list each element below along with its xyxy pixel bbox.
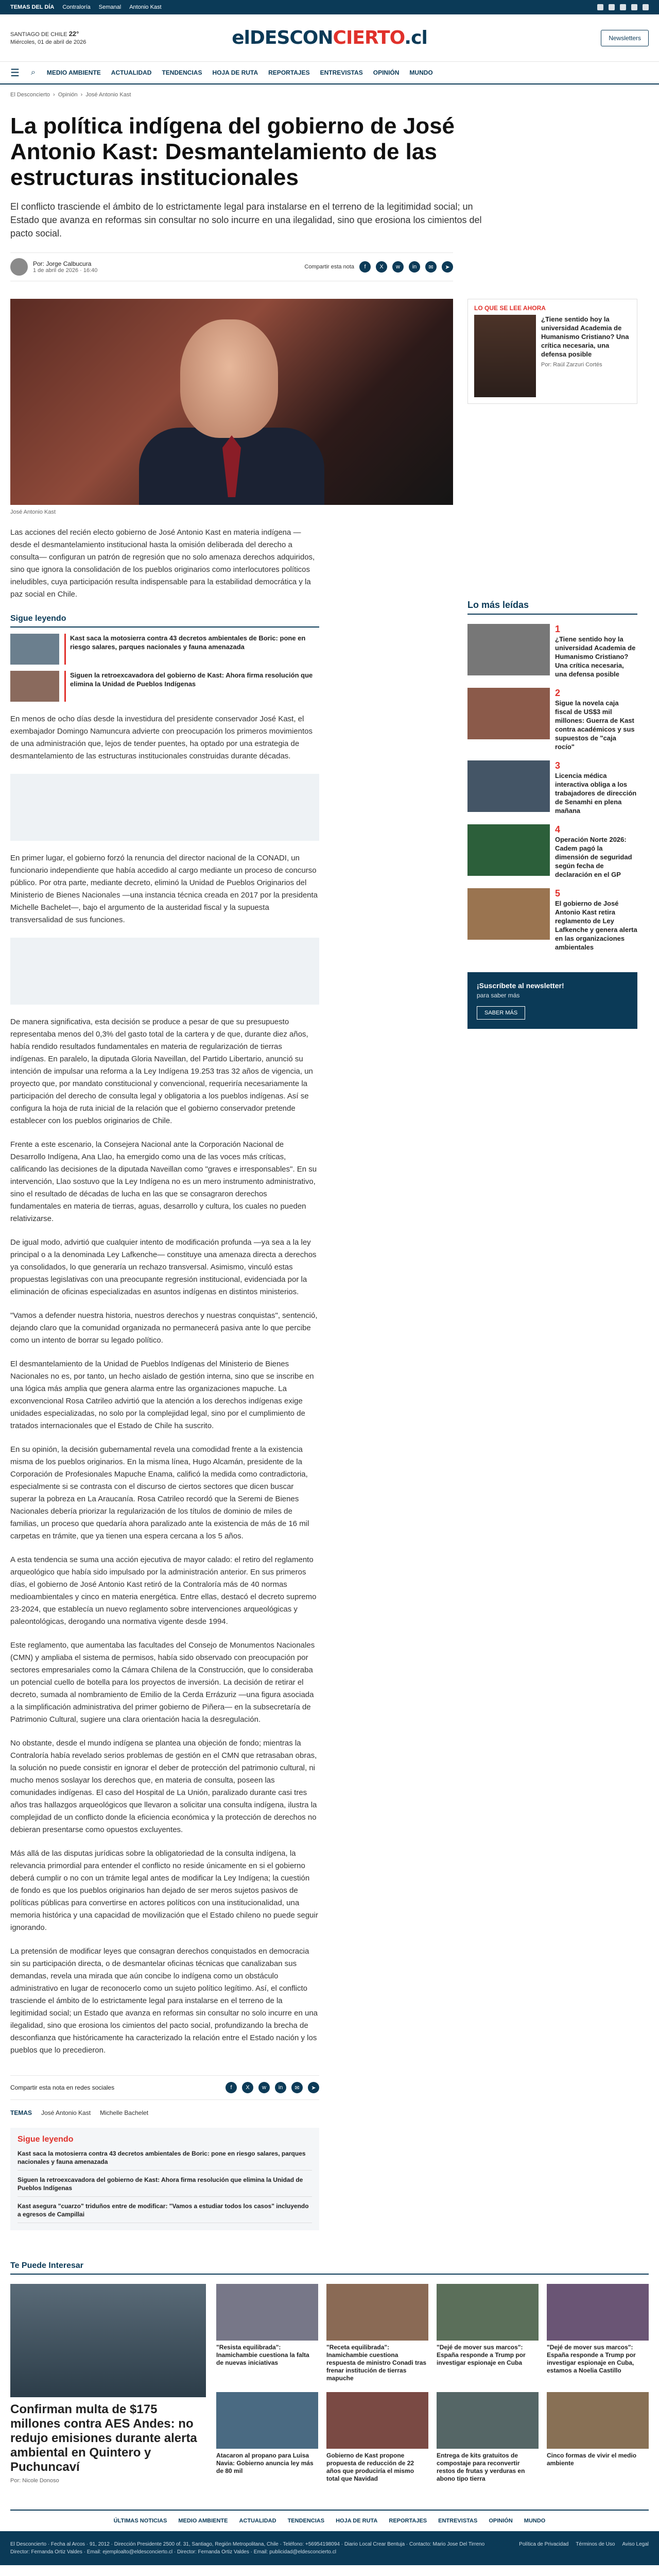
breadcrumb-item[interactable]: José Antonio Kast — [85, 92, 131, 98]
paragraph: El desmantelamiento de la Unidad de Pueblos Indígenas del Ministerio de Bienes Nacionales no es, por tanto, un hecho aislado de gestión interna, sino que se inscribe en una lógica más amplia que genera alarma entre las organizaciones mapuche. La exconvencional Rosa Catrileo advirtió que la atención a los derechos indígenas exige unidades especializadas, no solo por la complejidad legal, sino por el cumplimiento de tratados internacionales que el Estado de Chile ha suscrito. — [10, 1360, 314, 1430]
footer-link[interactable]: Términos de Uso — [576, 2541, 615, 2547]
article-title: La política indígena del gobierno de José Antonio Kast: Desmantelamiento de las estructuras institucionales — [10, 113, 455, 190]
sidebar-feature[interactable] — [468, 315, 637, 403]
footer-nav-item[interactable]: MUNDO — [524, 2518, 546, 2524]
sidebar-feature-author: Por: Raúl Zarzuri Cortés — [541, 362, 602, 368]
site-logo[interactable]: elDESCONCIERTO.cl — [232, 27, 427, 48]
nav-menu — [47, 69, 433, 76]
facebook-icon[interactable]: f — [226, 2082, 237, 2093]
nav-item[interactable]: MUNDO — [409, 69, 433, 76]
mas-leidas-thumb — [467, 624, 550, 675]
paragraph: No obstante, desde el mundo indígena se plantea una objeción de fondo; mientras la Contraloría había revelado serios problemas de gestión en el CMN que retrasaban obras, la solución no puede consistir en ignorar el deber de protección del patrimonio cultural, ni mucho menos soslayar los derechos que, en materia de consulta, poseen las comunidades indígenas. El caso del Hospital de La Unión, paralizado durante casi tres años tras hallazgos arqueológicos que llevaron a solicitar una consulta indígena, ilustra la complejidad de un conflicto donde la eficiencia económica y la protección de derechos no debieran presentarse como opuestos excluyentes. — [10, 1739, 317, 1834]
share-top — [304, 261, 453, 273]
paragraph: De manera significativa, esta decisión se produce a pesar de que su presupuesto representaba menos del 0,3% del gasto total de la cartera y de que, durante diez años, había rendido resultados fundamentales en materia de regularización de tierras indígenas. En paralelo, la diputada Gloria Naveillan, del Partido Libertario, anunció su intención de impulsar una reforma a la Ley Indígena 19.253 tras 32 años de vigencia, un proyecto que, por mandato constitucional y convencional, requeriría necesariamente la participación del derecho de consulta legal y obligatoria a los pueblos indígenas. Así se configura la hoja de ruta inicial de la relación que el gobierno conservador pretende establecer con los pueblos originarios de Chile. — [10, 1018, 313, 1125]
story-card-title[interactable]: Gobierno de Kast propone propuesta de reducción de 22 años que produciría el mismo total que Navidad — [326, 2451, 414, 2482]
story-card[interactable] — [437, 2284, 539, 2384]
sidebar-feature-title[interactable]: ¿Tiene sentido hoy la universidad Academia de Humanismo Cristiano? Una crítica necesaria, una defensa posible — [541, 315, 629, 358]
story-card-title[interactable]: "Resista equilibrada": Inamichambie cuestiona la falta de nuevas iniciativas — [216, 2344, 309, 2366]
nav-item[interactable]: ACTUALIDAD — [111, 69, 152, 76]
mas-leidas-thumb — [467, 688, 550, 739]
footer-link[interactable]: Aviso Legal — [622, 2541, 649, 2547]
sigue-leyendo — [10, 614, 319, 702]
story-card[interactable] — [326, 2392, 428, 2484]
newsletter-button[interactable]: SABER MÁS — [477, 1006, 525, 1020]
header — [0, 14, 659, 62]
story-card-image — [547, 2284, 649, 2341]
rank-number: 2 — [555, 688, 561, 698]
related-thumb — [10, 671, 59, 702]
top-link[interactable]: Antonio Kast — [129, 4, 162, 10]
card-grid — [216, 2284, 649, 2484]
linkedin-icon[interactable] — [643, 4, 649, 10]
linkedin-icon[interactable]: in — [409, 261, 420, 273]
nav-item[interactable]: TENDENCIAS — [162, 69, 202, 76]
footer-nav-item[interactable]: ENTREVISTAS — [438, 2518, 478, 2524]
footer-nav-item[interactable]: ACTUALIDAD — [239, 2518, 276, 2524]
mas-leidas-item[interactable] — [467, 760, 637, 815]
related-item[interactable] — [10, 634, 319, 665]
paragraph: A esta tendencia se suma una acción ejecutiva de mayor calado: el retiro del reglamento arqueológico que había sido impulsado por la administración anterior. En sus primeros días, el gobierno de José Antonio Kast retiró de la Contraloría más de 40 normas medioambientales y cinco en materia energética. Entre ellas, destacó el decreto supremo 23-2024, que establecía un nuevo reglamento sobre intervenciones arqueológicas y paleontológicas, derogando una normativa vigente desde 1994. — [10, 1555, 317, 1626]
footer-nav-item[interactable]: ÚLTIMAS NOTICIAS — [113, 2518, 167, 2524]
mas-leidas-thumb — [467, 760, 550, 812]
facebook-icon[interactable]: f — [359, 261, 371, 273]
story-card-title[interactable]: Entrega de kits gratuitos de compostaje para reconvertir restos de frutas y verduras en abono tipo tierra — [437, 2451, 525, 2482]
nav-item[interactable]: REPORTAJES — [268, 69, 310, 76]
whatsapp-icon[interactable]: w — [392, 261, 404, 273]
story-card-title[interactable]: "Dejé de mover sus marcos": España responde a Trump por investigar espionaje en Cuba — [437, 2344, 526, 2366]
nav-item[interactable]: HOJA DE RUTA — [212, 69, 258, 76]
rank-number: 3 — [555, 760, 561, 771]
mas-leidas-thumb — [467, 888, 550, 940]
newsletter-title: ¡Suscríbete al newsletter! — [477, 981, 564, 990]
story-card[interactable] — [216, 2284, 318, 2384]
footer-nav-item[interactable]: HOJA DE RUTA — [336, 2518, 378, 2524]
x-icon[interactable]: X — [242, 2082, 253, 2093]
newsletters-button[interactable]: Newsletters — [601, 30, 649, 46]
mas-leidas-link[interactable]: Operación Norte 2026: Cadem pagó la dimensión de seguridad según fecha de declaración en el GP — [555, 836, 632, 878]
tema-tag[interactable]: José Antonio Kast — [41, 2109, 91, 2116]
footer-nav — [10, 2510, 649, 2531]
publish-date: 1 de abril de 2026 · 16:40 — [33, 267, 98, 274]
te-puede-interesar-title: Te Puede Interesar — [10, 2261, 649, 2275]
related-link[interactable]: Siguen la retroexcavadora del gobierno de Kast: Ahora firma resolución que elimina la Unidad de Pueblos Indígenas — [18, 2176, 312, 2197]
lo-que-se-lee — [467, 299, 637, 404]
instagram-icon[interactable] — [620, 4, 626, 10]
newsletter-box — [467, 972, 637, 1029]
top-bar — [0, 0, 659, 14]
footer-info: El Desconcierto · Fecha al Arcos · 91, 2012 · Dirección Presidente 2500 of. 31, Santiago, Región Metropolitana, Chile · Teléfono: +56954198094 · Diario Local Crear Bentuja · Contacto: Mario Jose Del Tirreno — [10, 2541, 485, 2547]
top-link[interactable]: Contraloría — [62, 4, 91, 10]
tema-tag[interactable]: Michelle Bachelet — [100, 2109, 149, 2116]
rank-number: 4 — [555, 824, 561, 835]
mas-leidas-item[interactable] — [467, 888, 637, 952]
story-card-title[interactable]: Cinco formas de vivir el medio ambiente — [547, 2451, 637, 2467]
related-link[interactable]: Kast saca la motosierra contra 43 decretos ambientales de Boric: pone en riesgo salares, parques nacionales y fauna amenazada — [18, 2149, 312, 2171]
footer-nav-item[interactable]: REPORTAJES — [389, 2518, 427, 2524]
weather-widget — [10, 30, 86, 46]
story-card-title[interactable]: Atacaron al propano para Luisa Navia: Gobierno anuncia ley más de 80 mil — [216, 2451, 314, 2475]
paragraph: En menos de ocho días desde la investidura del presidente conservador José Kast, el exembajador Domingo Namuncura advierte con preocupación los primeros movimientos de una administración que, lejos de tender puentes, ha optado por una estrategia de desmantelamiento de las estructuras institucionales construidas durante décadas. — [10, 715, 313, 760]
footer-nav-item[interactable]: TENDENCIAS — [287, 2518, 325, 2524]
featured-card-image — [10, 2284, 206, 2397]
hamburger-icon[interactable]: ☰ — [10, 67, 20, 79]
breadcrumb-item[interactable]: Opinión — [58, 92, 78, 98]
mas-leidas-link[interactable]: ¿Tiene sentido hoy la universidad Academia de Humanismo Cristiano? Una crítica necesaria, una defensa posible — [555, 635, 636, 678]
paragraph: En primer lugar, el gobierno forzó la renuncia del director nacional de la CONADI, un funcionario independiente que había accedido al cargo mediante un proceso de concurso público. Por otra parte, mediante decreto, eliminó la Unidad de Pueblos Originarios del Ministerio de Bienes Nacionales —una instancia técnica creada en 2017 por la presidenta Michelle Bachelet—, bajo el argumento de la austeridad fiscal y la supuesta transversalidad de sus funciones. — [10, 854, 318, 924]
share-bottom-label: Compartir esta nota en redes sociales — [10, 2084, 115, 2091]
weather-temp: 22° — [68, 29, 79, 38]
sidebar — [467, 299, 637, 2230]
paragraph: Más allá de las disputas jurídicas sobre la obligatoriedad de la consulta indígena, la relevancia primordial para entender el conflicto no reside únicamente en si el gobierno deberá cumplir o no con un trámite legal antes de modificar la Ley Indígena; la cuestión de fondo es que los pueblos originarios han dejado de ser meros sujetos pasivos de políticas públicas para convertirse en actores políticos con una institucionalidad, una memoria histórica y una capacidad de movilización que el Estado chileno no puede seguir ignorando. — [10, 1849, 318, 1932]
mas-leidas-item[interactable] — [467, 624, 637, 679]
story-card-image — [437, 2284, 539, 2341]
sigue-leyendo-title: Sigue leyendo — [10, 614, 319, 628]
mas-leidas-item[interactable] — [467, 824, 637, 879]
mas-leidas — [467, 600, 637, 952]
related-item[interactable] — [10, 671, 319, 702]
story-card[interactable] — [216, 2392, 318, 2484]
sigue-leyendo-bottom — [10, 2128, 319, 2230]
related-title[interactable]: Siguen la retroexcavadora del gobierno de Kast: Ahora firma resolución que elimina la Unidad de Pueblos Indígenas — [64, 671, 319, 702]
top-link[interactable]: Semanal — [98, 4, 122, 10]
temas — [10, 2109, 453, 2116]
top-links — [10, 4, 162, 10]
nav-item[interactable]: MEDIO AMBIENTE — [46, 69, 101, 76]
social-icons — [597, 4, 649, 10]
share-bottom — [10, 2075, 319, 2100]
rank-number: 5 — [555, 888, 561, 899]
author-name[interactable]: Por: Jorge Calbucura — [33, 260, 92, 267]
story-card-image — [437, 2392, 539, 2449]
inline-ad — [10, 938, 319, 1005]
story-card[interactable] — [326, 2284, 428, 2384]
main-nav — [0, 62, 659, 84]
article-body — [10, 527, 453, 2057]
youtube-icon[interactable] — [631, 4, 637, 10]
byline — [33, 260, 97, 274]
story-card[interactable] — [547, 2392, 649, 2484]
story-card-image — [326, 2392, 428, 2449]
rank-number: 1 — [555, 624, 561, 634]
share-label: Compartir esta nota — [304, 264, 354, 270]
paragraph: Las acciones del recién electo gobierno de José Antonio Kast en materia indígena —desde el desmantelamiento institucional hasta la omisión deliberada del derecho a consulta— configuran un patrón de regresión que no solo amenaza derechos adquiridos, sino que ignora la consolidación de los pueblos originarios como interlocutores políticos ineludibles, cuya participación resulta indispensable para la estabilidad democrática y la paz social en Chile. — [10, 528, 315, 599]
nav-item[interactable]: ENTREVISTAS — [320, 69, 363, 76]
x-icon[interactable] — [609, 4, 615, 10]
footer-nav-item[interactable]: MEDIO AMBIENTE — [178, 2518, 228, 2524]
article-lead: El conflicto trasciende el ámbito de lo estrictamente legal para instalarse en el terreno de la legitimidad social; un Estado que avanza en reformas sin consultar no solo incurre en una ilegalidad, sino que erosiona los cimientos del pacto social. — [10, 201, 482, 239]
sigue-leyendo-bottom-title: Sigue leyendo — [18, 2135, 74, 2144]
weather-date: Miércoles, 01 de abril de 2026 — [10, 39, 86, 45]
telegram-icon[interactable]: ➤ — [442, 261, 453, 273]
weather-city: SANTIAGO DE CHILE — [10, 31, 67, 38]
main-column — [10, 299, 453, 2230]
story-card-image — [547, 2392, 649, 2449]
story-card-title[interactable]: "Dejé de mover sus marcos": España responde a Trump por investigar espionaje en Cuba, estamos a Noelia Castillo — [547, 2344, 636, 2374]
linkedin-icon[interactable]: in — [275, 2082, 286, 2093]
related-link[interactable]: Kast asegura "cuarzo" triduños entre de modificar: "Vamos a estudiar todos los casos" incluyendo a egresos de Campillai — [18, 2202, 312, 2223]
x-icon[interactable]: X — [376, 261, 387, 273]
byline-bar — [10, 252, 453, 281]
breadcrumb-item[interactable]: El Desconcierto — [10, 92, 50, 98]
newsletter-subtitle: para saber más — [477, 992, 520, 999]
whatsapp-icon[interactable]: w — [258, 2082, 270, 2093]
story-card-image — [216, 2284, 318, 2341]
hero-caption: José Antonio Kast — [10, 509, 56, 515]
featured-card-title[interactable]: Confirman multa de $175 millones contra AES Andes: no redujo emisiones durante alerta ambiental en Quintero y Puchuncaví — [10, 2402, 197, 2474]
mas-leidas-item[interactable] — [467, 688, 637, 751]
paragraph: Este reglamento, que aumentaba las facultades del Consejo de Monumentos Nacionales (CMN) y ampliaba el sistema de permisos, había sido observado con preocupación por sectores empresariales como la Cámara Chilena de la Construcción, que lo consideraba un potencial cuello de botella para los proyectos de inversión. La decisión de retirar el decreto, sumada al nombramiento de Emilio de la Cerda Errázuriz —una figura asociada a la simplificación administrativa del primer gobierno de Piñera— en la subsecretaría de Patrimonio Cultural, sugiere una clara orientación hacia la desregulación. — [10, 1641, 315, 1724]
sidebar-header: LO QUE SE LEE AHORA — [474, 304, 546, 312]
story-card-image — [326, 2284, 428, 2341]
breadcrumb: El Desconcierto › Opinión › José Antonio Kast — [10, 92, 131, 98]
footer-nav-item[interactable]: OPINIÓN — [489, 2518, 513, 2524]
inline-ad — [10, 774, 319, 841]
story-card[interactable] — [437, 2392, 539, 2484]
facebook-icon[interactable] — [597, 4, 603, 10]
top-link[interactable]: TEMAS DEL DÍA — [10, 4, 55, 10]
search-icon[interactable]: ⌕ — [30, 68, 36, 77]
mas-leidas-thumb — [467, 824, 550, 876]
paragraph: De igual modo, advirtió que cualquier intento de modificación profunda —ya sea a la ley principal o a la denominada Ley Lafkenche— constituye una amenaza directa a derechos ya consolidados, lo que generaría un rechazo transversal. Asimismo, vinculó estas propuestas legislativas con una preocupante regresión institucional, evidenciada por la eliminación de oficinas especializadas en asuntos indígenas en distintos ministerios. — [10, 1238, 317, 1296]
email-icon[interactable]: ✉ — [425, 261, 437, 273]
story-card-title[interactable]: "Receta equilibrada": Inamichambie cuestiona respuesta de ministro Conadi tras frenar institución de tierras mapuche — [326, 2344, 427, 2382]
featured-card-author: Por: Nicole Donoso — [10, 2478, 59, 2484]
story-card-image — [216, 2392, 318, 2449]
related-title[interactable]: Kast saca la motosierra contra 43 decretos ambientales de Boric: pone en riesgo salares, parques nacionales y fauna amenazada — [64, 634, 319, 665]
author-avatar — [10, 258, 28, 276]
mas-leidas-title: Lo más leídas — [467, 600, 637, 615]
paragraph: En su opinión, la decisión gubernamental revela una comodidad frente a la existencia misma de los pueblos originarios. En la misma línea, Hugo Alcamán, presidente de la Corporación de Profesionales Mapuche Enama, calificó la medida como contradictoria, especialmente si se contrasta con el discurso de ciertos sectores que dicen buscar superar la pobreza en La Araucanía. Rosa Catrileo recordó que la Seremi de Bienes Nacionales debería priorizar la regularización de los títulos de dominio de miles de familias, un proceso que quedaría ahora paralizado ante la existencia de más de 16 mil carpetas en trámite, que ya tienen una espera cercana a los 5 años. — [10, 1445, 309, 1540]
paragraph: Frente a este escenario, la Consejera Nacional ante la Corporación Nacional de Desarrollo Indígena, Ana Llao, ha emergido como una de las voces más críticas, calificando las decisiones de la diputada Naveillan como "graves e irresponsables". En su intervención, Llao sostuvo que la Ley Indígena no es un mero instrumento administrativo, sino el resultado de décadas de lucha en las que se consagraron derechos fundamentales en materia de tierras, aguas, desarrollo y cultura, los cuales no pueden relativizarse. — [10, 1140, 317, 1223]
footer — [0, 2531, 659, 2565]
story-card[interactable] — [547, 2284, 649, 2384]
featured-card[interactable] — [10, 2284, 206, 2484]
email-icon[interactable]: ✉ — [291, 2082, 303, 2093]
telegram-icon[interactable]: ➤ — [308, 2082, 319, 2093]
te-puede-interesar — [10, 2261, 649, 2484]
mas-leidas-link[interactable]: Licencia médica interactiva obliga a los trabajadores de dirección de Senamhi en plena mañana — [555, 772, 637, 815]
paragraph: "Vamos a defender nuestra historia, nuestros derechos y nuestras conquistas", sentenció, dejando claro que la comunidad organizada no permanecerá pasiva ante lo que percibe como un intento de borrar su legado político. — [10, 1311, 318, 1345]
temas-label: TEMAS — [10, 2109, 32, 2116]
related-thumb — [10, 634, 59, 665]
footer-link[interactable]: Política de Privacidad — [519, 2541, 569, 2547]
sidebar-feature-image — [474, 315, 536, 397]
paragraph: La pretensión de modificar leyes que consagran derechos conquistados en democracia sin su participación directa, o de desmantelar oficinas técnicas que canalizaban sus demandas, revela una mirada que aún concibe lo indígena como un obstáculo administrativo en lugar de reconocerlo como un sujeto político legítimo. Así, el conflicto trasciende el ámbito de lo estrictamente legal para instalarse en el terreno de la legitimidad social; un Estado que avanza en reformas sin consultar no solo incurre en una ilegalidad, sino que erosiona los cimientos del pacto social, profundizando la brecha de desconfianza que históricamente ha caracterizado la relación entre el Estado nación y los pueblos que lo precedieron. — [10, 1947, 318, 2055]
mas-leidas-link[interactable]: El gobierno de José Antonio Kast retira reglamento de Ley Lafkenche y genera alerta en las organizaciones ambientales — [555, 900, 637, 951]
hero-image — [10, 299, 453, 505]
nav-item[interactable]: OPINIÓN — [373, 69, 400, 76]
footer-info-2: Director: Fernanda Ortiz Valdes · Email: ejemploalto@eldesconcierto.cl · Director: Fernanda Ortiz Valdes · Email: publicidad@eldesconcierto.cl — [10, 2549, 336, 2555]
mas-leidas-link[interactable]: Sigue la novela caja fiscal de US$3 mil millones: Guerra de Kast contra académicos y sus supuestos de "caja rocío" — [555, 699, 635, 751]
